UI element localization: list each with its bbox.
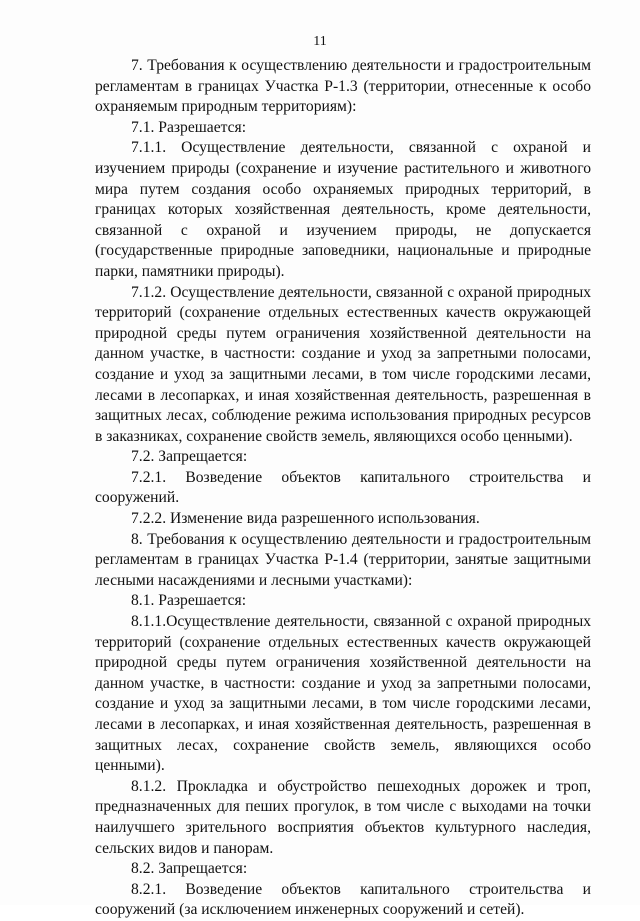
section-7-heading: 7. Требования к осуществлению деятельности и градостроительным регламентам в границах Участка Р-1.3 (территории, отнесенные к особо охраняемым природным территориям): (95, 57, 591, 116)
section-8-2-label: 8.2. Запрещается: (131, 860, 248, 878)
clause-7-2-2: 7.2.2. Изменение вида разрешенного использования. (131, 510, 480, 528)
section-8-heading: 8. Требования к осуществлению деятельности и градостроительным регламентам в границах Участка Р-1.4 (территории, занятые защитными лесными насаждениями и лесными участками): (95, 530, 591, 589)
page-number: 11 (313, 34, 327, 49)
clause-7-1-1: 7.1.1. Осуществление деятельности, связанной с охраной и изучением природы (сохранение и изучение растительного и животного мира путем создания особо охраняемых природных территорий, в границах которых хозяйственная деятельность, кроме деятельности, связанной с охраной и изучением природы, не допускается (государственные природные заповедники, национальные и природные парки, памятники природы). (95, 139, 591, 280)
clause-7-1-2: 7.1.2. Осуществление деятельности, связанной с охраной природных территорий (сохранение отдельных естественных качеств окружающей природной среды путем ограничения хозяйственной деятельности на данном участке, в частности: создание и уход за запретными полосами, создание и уход за защитными лесами, в том числе городскими лесами, лесами в лесопарках, и иная хозяйственная деятельность, разрешенная в защитных лесах, соблюдение режима использования природных ресурсов в заказниках, сохранение свойств земель, являющихся особо ценными). (95, 283, 591, 445)
clause-8-1-1: 8.1.1.Осуществление деятельности, связанной с охраной природных территорий (сохранение отдельных естественных качеств окружающей природной среды путем ограничения хозяйственной деятельности на данном участке, в частности: создание и уход за запретными полосами, создание и уход за защитными лесами, в том числе городскими лесами, лесами в лесопарках, и иная хозяйственная деятельность, разрешенная в защитных лесах, сохранение свойств земель, являющихся особо ценными). (95, 613, 591, 775)
section-7-2-label: 7.2. Запрещается: (131, 448, 248, 466)
section-8-1-label: 8.1. Разрешается: (131, 592, 247, 610)
clause-7-2-1: 7.2.1. Возведение объектов капитального строительства и сооружений. (95, 468, 591, 507)
clause-8-2-1: 8.2.1. Возведение объектов капитального строительства и сооружений (за исключением инженерных сооружений и сетей). (95, 880, 591, 919)
document-body (95, 56, 591, 921)
section-7-1-label: 7.1. Разрешается: (131, 118, 247, 136)
clause-8-1-2: 8.1.2. Прокладка и обустройство пешеходных дорожек и троп, предназначенных для пеших прогулок, в том числе с выходами на точки наилучшего зрительного восприятия объектов культурного наследия, сельских видов и панорам. (95, 777, 591, 857)
